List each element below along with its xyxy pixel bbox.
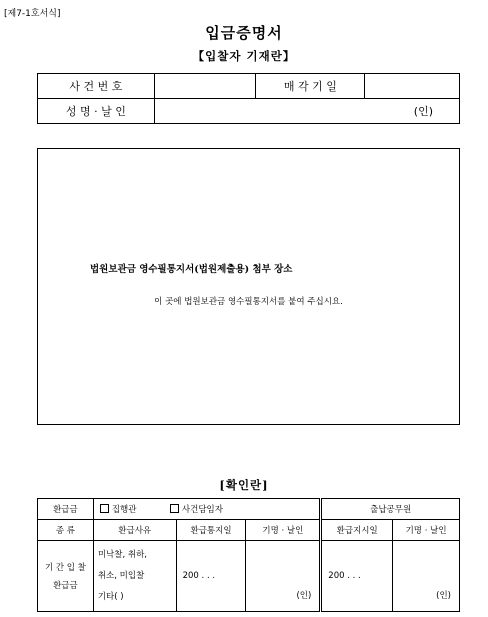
refund-type-label-2: 종 류 — [38, 520, 94, 541]
confirmation-table — [37, 498, 460, 612]
refund-reason-cell: 미낙찰, 취하, 취소, 미입찰 기타( ) — [93, 541, 176, 612]
period-bid-refund-label: 기 간 입 찰 환급금 — [38, 541, 94, 612]
attachment-heading: 법원보관금 영수필통지서(법원제출용) 첨부 장소 — [90, 264, 293, 275]
case-officer-checkbox[interactable]: 사건담임자 — [170, 505, 223, 515]
form-number: [제7-1호서식] — [4, 9, 61, 19]
name-seal-cell[interactable]: (인) — [246, 541, 321, 612]
checkbox-icon — [100, 504, 109, 513]
refund-notice-date-cell[interactable]: 200 . . . — [176, 541, 246, 612]
confirmation-section-title: [확인란] — [219, 478, 269, 492]
refund-type-label: 환급금 — [38, 499, 94, 520]
refund-notice-date-header: 환급통지일 — [176, 520, 246, 541]
case-number-field[interactable] — [154, 74, 256, 99]
sale-date-field[interactable] — [365, 74, 460, 99]
refund-order-date-cell[interactable]: 200 . . . — [321, 541, 393, 612]
receipt-attachment-area — [37, 148, 460, 425]
attachment-note: 이 곳에 법원보관금 영수필통지서를 붙여 주십시요. — [154, 297, 343, 307]
document-title: 입금증명서 — [205, 24, 283, 42]
refund-reason-header: 환급사유 — [93, 520, 176, 541]
cashier-label: 출납공무원 — [321, 499, 460, 520]
refund-order-date-header: 환급지시일 — [321, 520, 393, 541]
refund-options — [93, 499, 320, 520]
seal-mark: (인) — [413, 105, 433, 118]
name-seal-header: 기명 · 날인 — [246, 520, 321, 541]
name-seal-label: 성 명 · 날 인 — [38, 99, 155, 124]
cashier-name-seal-cell[interactable]: (인) — [393, 541, 460, 612]
enforcement-officer-checkbox[interactable]: 집행관 — [100, 505, 137, 515]
sale-date-label: 매 각 기 일 — [256, 74, 365, 99]
bidder-info-table — [37, 73, 460, 124]
bidder-section-title: 【입찰자 기재란】 — [192, 49, 296, 63]
case-number-label: 사 건 번 호 — [38, 74, 155, 99]
name-seal-field[interactable] — [154, 99, 459, 124]
checkbox-icon — [170, 504, 179, 513]
cashier-name-seal-header: 기명 · 날인 — [393, 520, 460, 541]
